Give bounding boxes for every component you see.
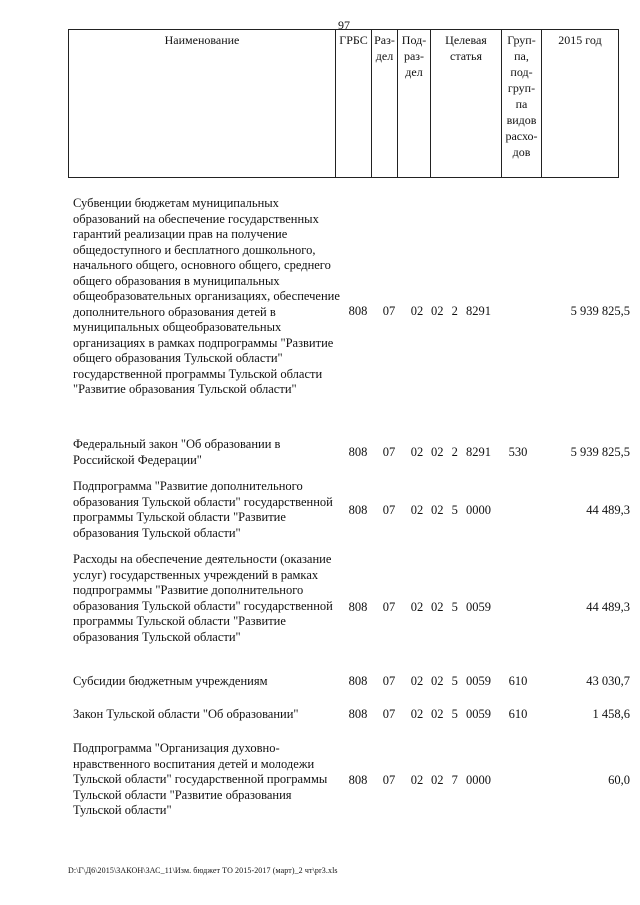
page-number: 97 (338, 18, 350, 32)
row-podrazdel: 02 (410, 600, 424, 614)
header-celevaya: Целевая статья (431, 30, 502, 178)
header-grbs: ГРБС (336, 30, 372, 178)
row-celevaya: 02 2 8291 (431, 445, 491, 459)
row-grbs: 808 (348, 304, 368, 318)
row-grbs: 808 (348, 674, 368, 688)
row-podrazdel: 02 (410, 674, 424, 688)
row-podrazdel: 02 (410, 445, 424, 459)
row-grbs: 808 (348, 707, 368, 721)
row-podrazdel: 02 (410, 707, 424, 721)
row-gruppa: 530 (508, 445, 528, 459)
row-razdel: 07 (382, 503, 396, 517)
header-gruppa: Груп- па, под- груп- па видов расхо- дов (502, 30, 542, 178)
row-amount: 1 458,6 (592, 707, 630, 721)
row-name: Подпрограмма "Развитие дополнительного образования Тульской области" государственной программы Тульской области "Развитие образования Тульской области" (73, 479, 333, 540)
row-gruppa: 610 (508, 674, 528, 688)
row-grbs: 808 (348, 445, 368, 459)
row-celevaya: 02 5 0000 (431, 503, 491, 517)
row-amount: 60,0 (608, 773, 630, 787)
row-razdel: 07 (382, 600, 396, 614)
row-amount: 5 939 825,5 (570, 445, 630, 459)
row-amount: 43 030,7 (586, 674, 630, 688)
row-gruppa: 610 (508, 707, 528, 721)
row-razdel: 07 (382, 304, 396, 318)
row-name: Расходы на обеспечение деятельности (оказание услуг) государственных учреждений в рамках подпрограммы "Развитие дополнительного образования Тульской области" государственной программы Тульской области "Развитие образования Тульской области" (73, 552, 333, 644)
header-podrazdel: Под- раз- дел (398, 30, 431, 178)
row-razdel: 07 (382, 707, 396, 721)
row-name: Закон Тульской области "Об образовании" (73, 707, 299, 721)
header-year: 2015 год (542, 30, 619, 178)
row-celevaya: 02 5 0059 (431, 600, 491, 614)
row-grbs: 808 (348, 503, 368, 517)
row-name: Подпрограмма "Организация духовно-нравственного воспитания детей и молодежи Тульской области" государственной программы Тульской области "Развитие образования Тульской области" (73, 741, 328, 817)
table-header (68, 29, 619, 178)
row-grbs: 808 (348, 600, 368, 614)
row-name: Федеральный закон "Об образовании в Российской Федерации" (73, 437, 281, 467)
row-razdel: 07 (382, 773, 396, 787)
header-razdel: Раз- дел (372, 30, 398, 178)
row-name: Субвенции бюджетам муниципальных образований на обеспечение государственных гарантий реализации прав на получение общедоступного и бесплатного дошкольного, начального общего, основного общего, среднего общего образования в муниципальных общеобразовательных организациях, обеспечение дополнительного образования детей в муниципальных общеобразовательных организациях в рамках подпрограммы "Развитие общего образования Тульской области" государственной программы Тульской области "Развитие образования Тульской области" (73, 196, 340, 396)
row-podrazdel: 02 (410, 304, 424, 318)
row-razdel: 07 (382, 445, 396, 459)
row-amount: 44 489,3 (586, 503, 630, 517)
row-podrazdel: 02 (410, 503, 424, 517)
row-podrazdel: 02 (410, 773, 424, 787)
row-celevaya: 02 2 8291 (431, 304, 491, 318)
row-amount: 5 939 825,5 (570, 304, 630, 318)
row-celevaya: 02 7 0000 (431, 773, 491, 787)
row-name: Субсидии бюджетным учреждениям (73, 674, 268, 688)
row-amount: 44 489,3 (586, 600, 630, 614)
row-celevaya: 02 5 0059 (431, 674, 491, 688)
row-celevaya: 02 5 0059 (431, 707, 491, 721)
row-razdel: 07 (382, 674, 396, 688)
header-name: Наименование (69, 30, 336, 178)
row-grbs: 808 (348, 773, 368, 787)
file-path-footer: D:\Г\Д6\2015\ЗАКОН\ЗАС_11\Изм. бюджет ТО 2015-2017 (март)_2 чт\pr3.xls (68, 866, 338, 875)
